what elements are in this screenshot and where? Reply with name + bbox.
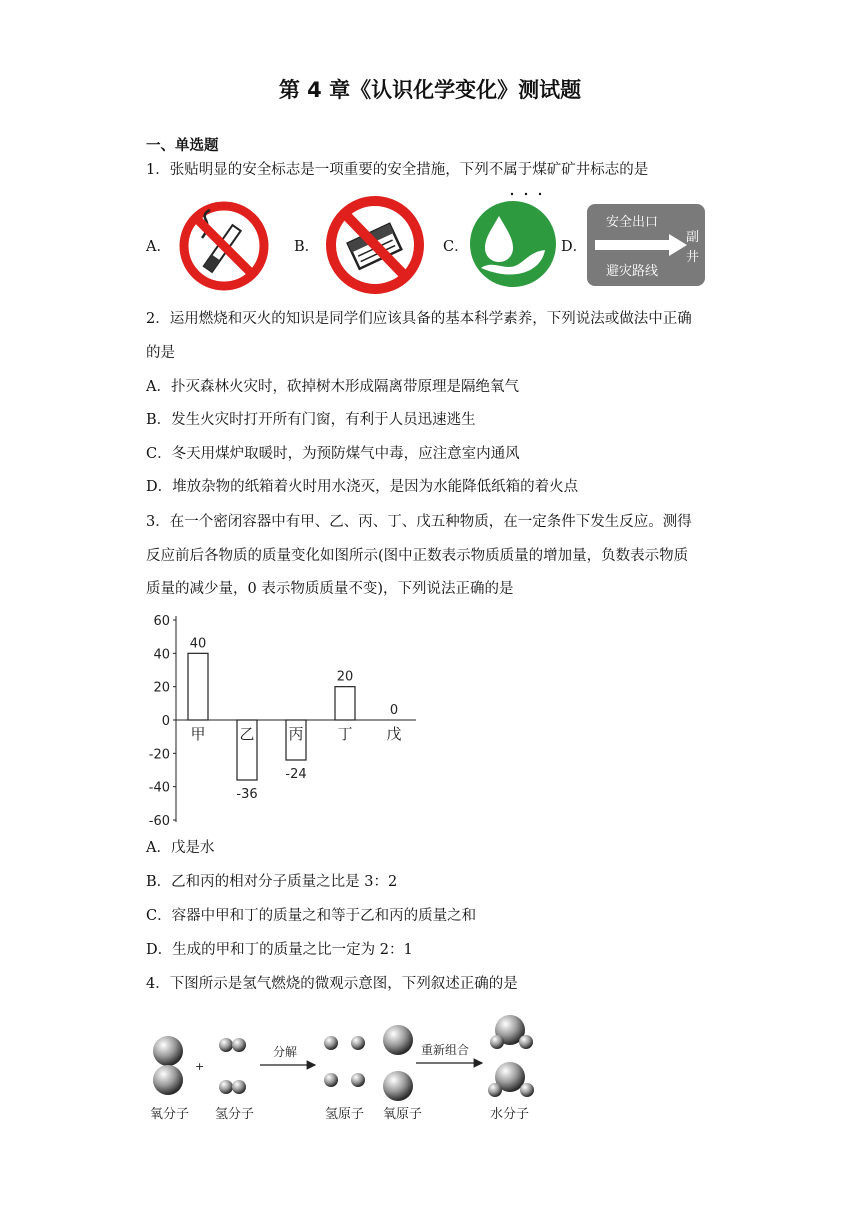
decompose-label: 分解 xyxy=(273,1045,298,1059)
sign-side-text-1: 副 xyxy=(686,230,700,245)
q3-option-c: C．容器中甲和丁的质量之和等于乙和丙的质量之和 xyxy=(146,908,477,924)
q3-stem-line2: 反应前后各物质的质量变化如图所示(图中正数表示物质质量的增加量，负数表示物质 xyxy=(146,548,689,564)
hydrogen-atoms-icon xyxy=(324,1036,365,1087)
label-hydrogen-molecule: 氢分子 xyxy=(215,1107,255,1122)
bar xyxy=(188,653,208,720)
q3-stem-line1: 3．在一个密闭容器中有甲、乙、丙、丁、戊五种物质，在一定条件下发生反应。测得 xyxy=(146,514,692,530)
category-label: 甲 xyxy=(190,725,206,743)
section-heading: 一、单选题 xyxy=(146,137,219,154)
q1-stem: 1．张贴明显的安全标志是一项重要的安全措施，下列不属于煤矿矿井标志的是 xyxy=(146,162,649,178)
y-tick-label: 20 xyxy=(153,680,170,696)
sign-side-text-2: 井 xyxy=(686,250,700,265)
bar xyxy=(335,687,355,720)
data-label: 20 xyxy=(336,669,354,685)
data-label: -36 xyxy=(236,787,258,802)
data-label: 40 xyxy=(189,636,207,652)
category-label: 乙 xyxy=(239,725,255,743)
q1-option-c-label: C． xyxy=(443,239,469,255)
q1-option-d-label: D． xyxy=(561,239,588,255)
q3-option-d: D．生成的甲和丁的质量之比一定为 2：1 xyxy=(146,942,413,958)
y-tick-label: 60 xyxy=(153,614,170,629)
sign-bottom-text: 避灾路线 xyxy=(605,264,658,279)
water-molecule-icon xyxy=(488,1015,534,1097)
exit-route-sign-icon xyxy=(587,204,705,286)
mass-change-chart-svg xyxy=(140,608,430,830)
oxygen-molecule-icon xyxy=(153,1036,183,1095)
recombine-label: 重新组合 xyxy=(421,1043,470,1057)
y-tick-label: 40 xyxy=(153,647,170,663)
y-tick-label: 0 xyxy=(161,714,170,729)
label-oxygen-atom: 氧原子 xyxy=(383,1107,423,1122)
q1-option-b-label: B． xyxy=(294,239,320,255)
page-title: 第 4 章《认识化学变化》测试题 xyxy=(278,78,582,102)
y-tick-label: -60 xyxy=(148,814,170,829)
no-smoking-sign-icon xyxy=(176,200,272,292)
category-label: 戊 xyxy=(386,725,402,743)
category-label: 丙 xyxy=(288,725,304,743)
data-label: 0 xyxy=(389,703,399,718)
emphasis-dots xyxy=(509,181,545,185)
q3-stem-line3: 质量的减少量，0 表示物质质量不变)，下列说法正确的是 xyxy=(146,581,514,597)
mass-change-chart xyxy=(140,608,430,830)
q2-option-c: C．冬天用煤炉取暖时，为预防煤气中毒，应注意室内通风 xyxy=(146,446,520,462)
plus-sign: + xyxy=(195,1060,205,1073)
q3-option-a: A．戊是水 xyxy=(146,840,215,856)
water-saving-sign-icon xyxy=(469,200,557,288)
oxygen-atoms-icon xyxy=(383,1025,413,1101)
q1-option-a-label: A． xyxy=(146,239,171,255)
y-tick-label: -20 xyxy=(148,747,170,763)
hydrogen-molecule-icon xyxy=(219,1038,246,1094)
q2-stem-line2: 的是 xyxy=(146,345,175,361)
no-matches-sign-icon xyxy=(323,194,427,296)
q2-option-d: D．堆放杂物的纸箱着火时用水浇灭，是因为水能降低纸箱的着火点 xyxy=(146,479,579,495)
hydrogen-combustion-diagram xyxy=(140,1010,550,1130)
label-water-molecule: 水分子 xyxy=(490,1107,530,1122)
q2-option-a: A．扑灭森林火灾时，砍掉树木形成隔离带原理是隔绝氧气 xyxy=(146,379,519,395)
sign-top-text: 安全出口 xyxy=(605,215,658,230)
q2-option-b: B．发生火灾时打开所有门窗，有利于人员迅速逃生 xyxy=(146,412,476,428)
data-label: -24 xyxy=(285,767,307,782)
q3-option-b: B．乙和丙的相对分子质量之比是 3：2 xyxy=(146,874,398,890)
label-hydrogen-atom: 氢原子 xyxy=(325,1107,365,1122)
category-label: 丁 xyxy=(337,725,353,743)
q4-stem: 4．下图所示是氢气燃烧的微观示意图，下列叙述正确的是 xyxy=(146,976,518,992)
label-oxygen-molecule: 氧分子 xyxy=(150,1107,190,1122)
q2-stem-line1: 2．运用燃烧和灭火的知识是同学们应该具备的基本科学素养，下列说法或做法中正确 xyxy=(146,311,692,327)
y-tick-label: -40 xyxy=(148,780,170,796)
